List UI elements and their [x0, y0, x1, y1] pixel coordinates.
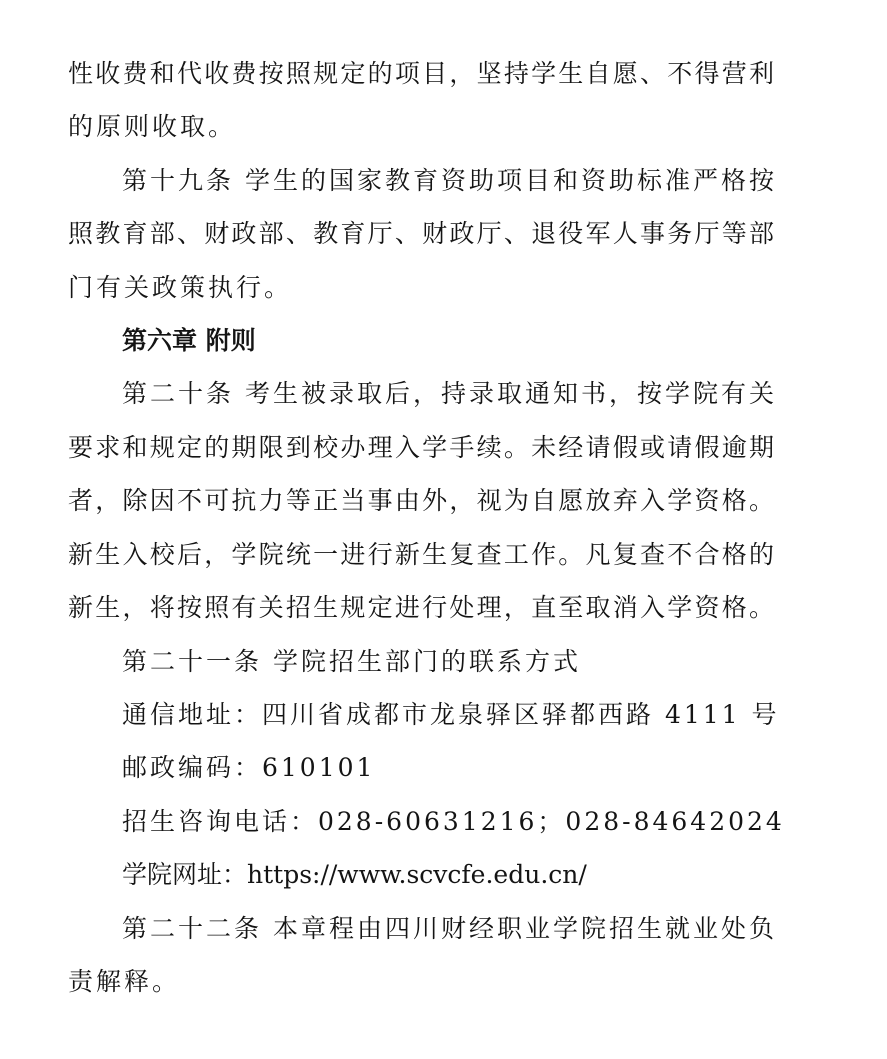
- body-text-line: 新生入校后，学院统一进行新生复查工作。凡复查不合格的: [68, 540, 774, 569]
- body-text-line: 照教育部、财政部、教育厅、财政厅、退役军人事务厅等部: [68, 219, 774, 248]
- body-text-line: 新生，将按照有关招生规定进行处理，直至取消入学资格。: [68, 593, 774, 622]
- body-text-line: 的原则收取。: [68, 112, 237, 141]
- contact-phone: 招生咨询电话：028-60631216；028-84642024: [122, 807, 785, 836]
- article-21-line: 第二十一条 学院招生部门的联系方式: [122, 647, 581, 676]
- contact-website: 学院网址：https://www.scvcfe.edu.cn/: [122, 860, 587, 889]
- article-19-line: 第十九条 学生的国家教育资助项目和资助标准严格按: [122, 166, 774, 195]
- contact-postcode: 邮政编码：610101: [122, 753, 376, 782]
- body-text-line: 者，除因不可抗力等正当事由外，视为自愿放弃入学资格。: [68, 486, 774, 515]
- article-22-line: 第二十二条 本章程由四川财经职业学院招生就业处负: [122, 914, 774, 943]
- body-text-line: 性收费和代收费按照规定的项目，坚持学生自愿、不得营利: [68, 59, 774, 88]
- chapter-heading: 第六章 附则: [122, 326, 256, 355]
- article-20-line: 第二十条 考生被录取后，持录取通知书，按学院有关: [122, 379, 774, 408]
- body-text-line: 门有关政策执行。: [68, 273, 293, 302]
- body-text-line: 要求和规定的期限到校办理入学手续。未经请假或请假逾期: [68, 433, 774, 462]
- contact-address: 通信地址：四川省成都市龙泉驿区驿都西路 4111 号: [122, 700, 780, 729]
- body-text-line: 责解释。: [68, 967, 181, 996]
